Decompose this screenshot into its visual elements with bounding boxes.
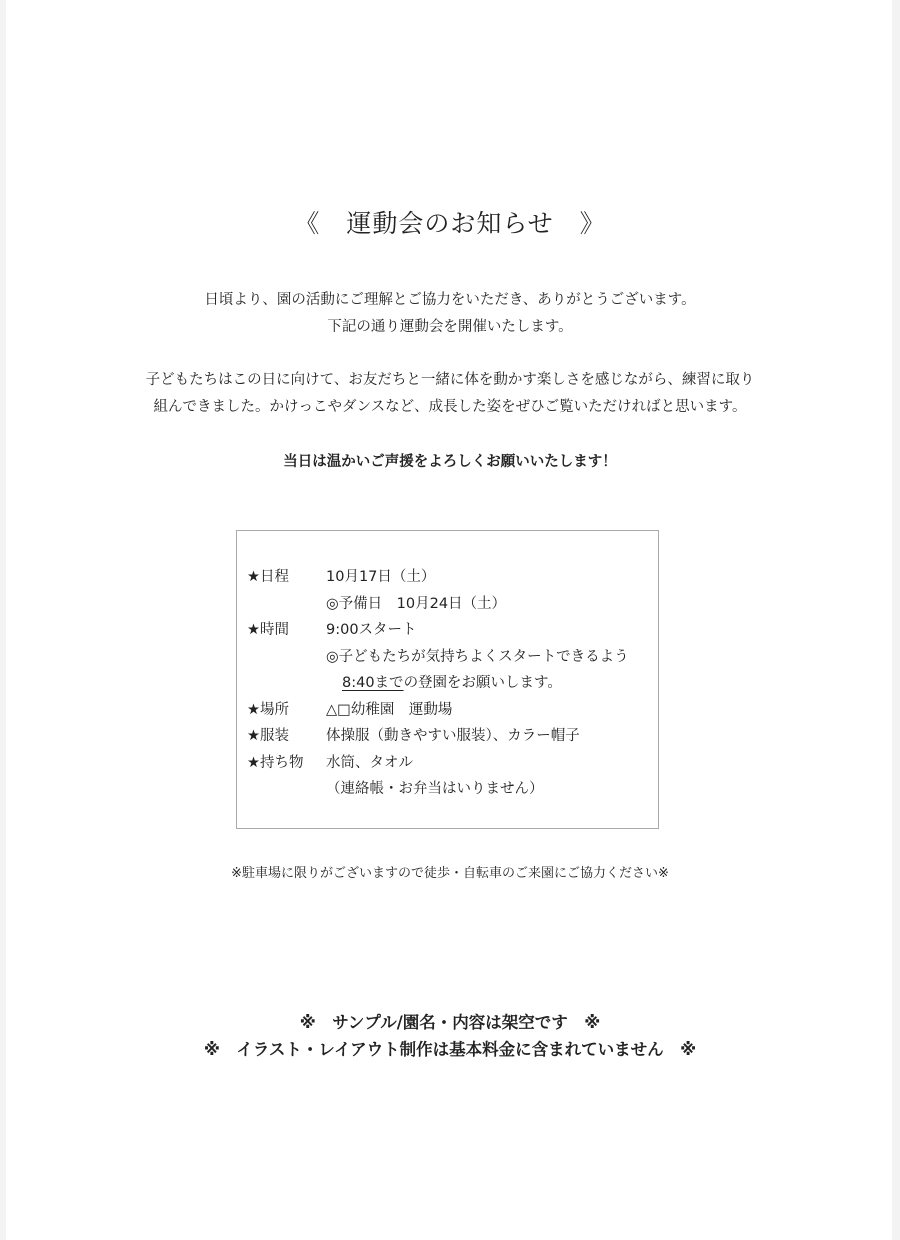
items-row: [247, 750, 413, 777]
intro-line-2: 下記の通り運動会を開催いたします。: [327, 319, 573, 335]
place-value: △□幼稚園 運動場: [326, 701, 453, 718]
arrival-note: の登園をお願いします。: [403, 675, 562, 691]
time-note: ◎子どもたちが気持ちよくスタートできるよう: [326, 648, 629, 665]
sample-notice-1: ※ サンプル/園名・内容は架空です ※: [299, 1013, 601, 1032]
page-title: 《 運動会のお知らせ 》: [294, 209, 606, 238]
time-value: 9:00スタート: [326, 622, 417, 638]
arrival-time: 8:40まで: [342, 675, 404, 691]
items-note: （連絡帳・お弁当はいりません）: [326, 781, 544, 797]
parking-note: ※駐車場に限りがございますので徒歩・自転車のご来園にご協力ください※: [231, 866, 669, 881]
time-row: [247, 617, 417, 644]
time-label: ★時間: [247, 622, 289, 638]
items-label: ★持ち物: [247, 754, 304, 771]
time-note-2: [326, 670, 562, 697]
body-paragraph: [0, 367, 900, 421]
place-row: [247, 697, 452, 724]
cheer-line: 当日は温かいご声援をよろしくお願いいたします！: [283, 454, 617, 470]
schedule-row: [247, 564, 435, 591]
items-value: 水筒、タオル: [326, 754, 413, 771]
place-label: ★場所: [247, 701, 289, 718]
clothes-row: [247, 723, 580, 750]
schedule-backup: ◎予備日 10月24日（土）: [326, 595, 507, 612]
sample-notice-2: ※ イラスト・レイアウト制作は基本料金に含まれていません ※: [203, 1040, 697, 1059]
body-line-2: 組んできました。かけっこやダンスなど、成長した姿をぜひご覧いただければと思います。: [153, 399, 747, 415]
cheer-message: [0, 449, 900, 476]
schedule-label: ★日程: [247, 569, 289, 585]
intro-line-1: 日頃より、園の活動にご理解とご協力をいただき、ありがとうございます。: [204, 292, 696, 308]
schedule-value: 10月17日（土）: [326, 569, 436, 585]
body-line-1: 子どもたちはこの日に向けて、お友だちと一緒に体を動かす楽しさを感じながら、練習に取り: [145, 372, 755, 388]
intro-paragraph: [0, 287, 900, 341]
clothes-value: 体操服（動きやすい服装）、カラー帽子: [326, 728, 580, 744]
event-details-box: [236, 530, 659, 829]
clothes-label: ★服装: [247, 728, 289, 744]
